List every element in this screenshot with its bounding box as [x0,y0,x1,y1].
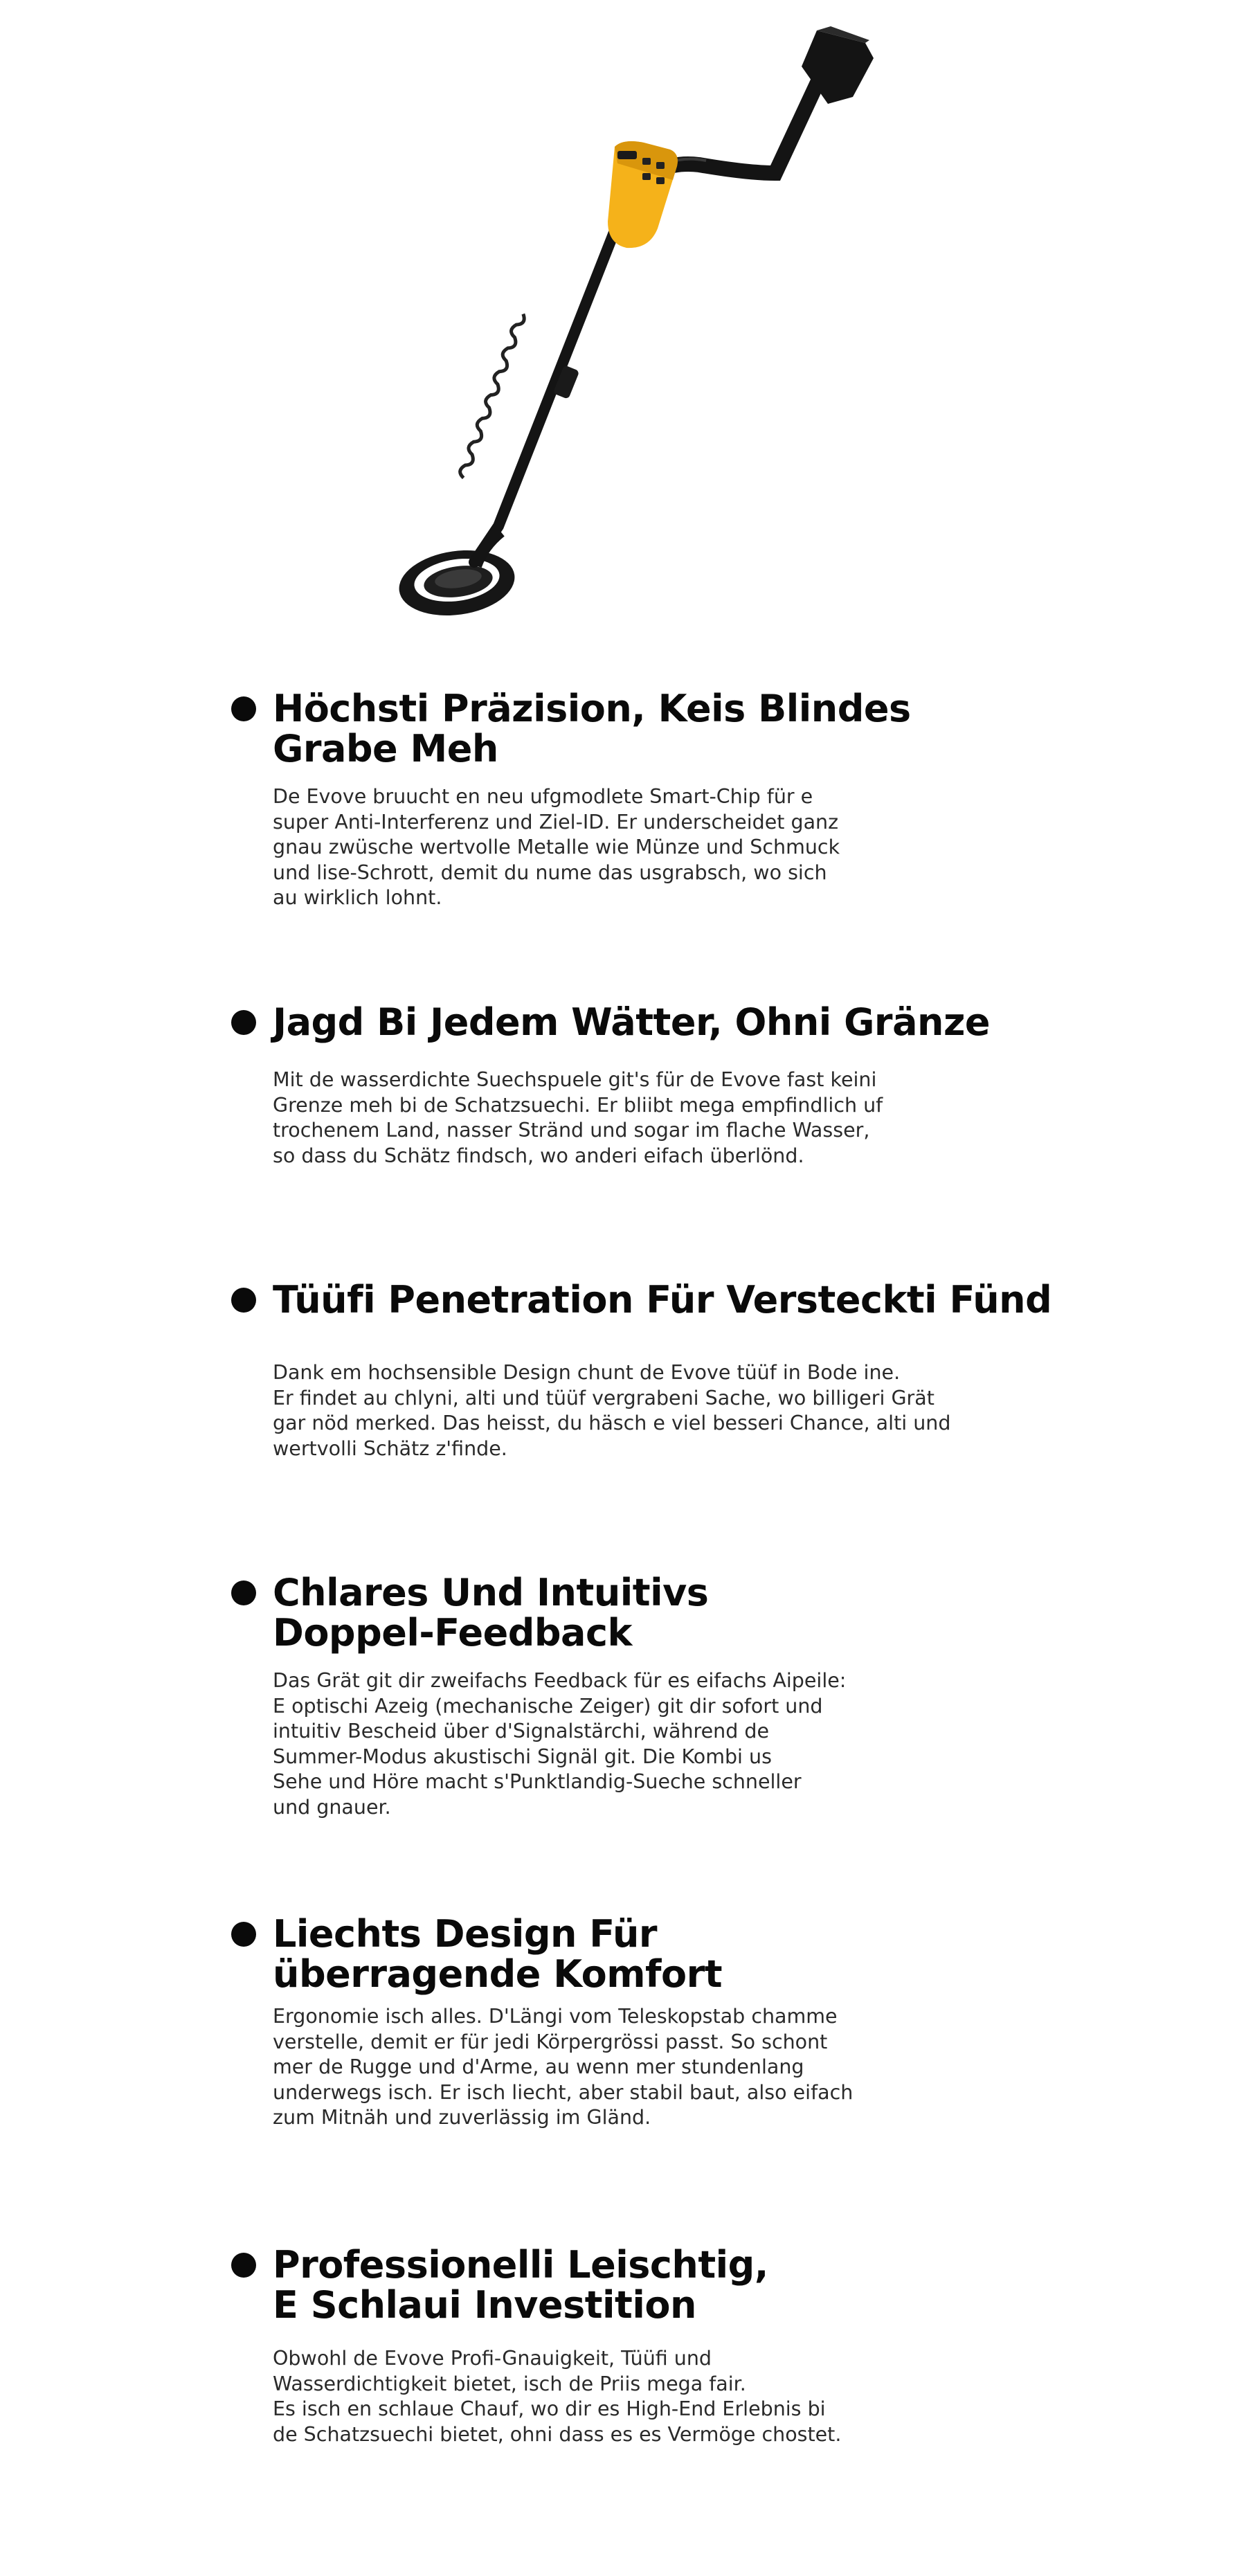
feature-body: Das Grät git dir zweifachs Feedback für es eifachs Aipeile: E optischi Azeig (mechanische Zeiger) git dir sofort und intuitiv Bescheid über d'Signalstärchi, während de Summer-Modus akustischi Signäl git. Die Kombi us Sehe und Höre macht s'Punktlandig-Sueche schneller und gnauer. [273,1669,847,1819]
feature-body: Obwohl de Evove Profi-Gnauigkeit, Tüüfi und Wasserdichtigkeit bietet, isch de Priis mega fair. Es isch en schlaue Chauf, wo dir es High-End Erlebnis bi de Schatzsuechi bietet, ohni dass es es Vermöge chostet. [273,2347,842,2446]
feature-dual-feedback [231,1573,1062,1820]
control-box-icon [608,141,678,248]
bullet-icon [231,1580,256,1605]
feature-precision [231,689,1062,911]
feature-title: Jagd Bi Jedem Wätter, Ohni Gränze [273,1000,990,1044]
metal-detector-icon [360,14,886,637]
feature-title: Chlares Und Intuitivs Doppel-Feedback [273,1571,709,1655]
feature-lightweight-design [231,1914,1062,2131]
feature-body: Ergonomie isch alles. D'Längi vom Teleskopstab chamme verstelle, demit er für jedi Körpergrössi passt. So schont mer de Rugge und d'Arme, au wenn mer stundenlang underwegs isch. Er isch liecht, aber stabil baut, also eifach zum Mitnäh und zuverlässig im Gländ. [273,2005,854,2129]
feature-professional-performance [231,2245,1062,2447]
feature-body: De Evove bruucht en neu ufgmodlete Smart-Chip für e super Anti-Interferenz und Ziel-ID. Er underscheidet ganz gnau zwüsche wertvolle Metalle wie Münze und Schmuck und lise-Schrott, demit du nume das usgrabsch, wo sich au wirklich lohnt. [273,785,840,909]
feature-all-weather [231,1002,1062,1169]
feature-body: Dank em hochsensible Design chunt de Evove tüüf in Bode ine. Er findet au chlyni, alti und tüüf vergrabeni Sache, wo billigeri Grät gar nöd merked. Das heisst, du häsch e viel besseri Chance, alti und wertvolli Schätz z'finde. [273,1361,951,1460]
feature-title: Professionelli Leischtig, E Schlaui Investition [273,2243,768,2327]
bullet-icon [231,1922,256,1947]
feature-title: Höchsti Präzision, Keis Blindes Grabe Meh [273,687,911,771]
feature-deep-penetration [231,1280,1062,1461]
feature-title: Liechts Design Für überragende Komfort [273,1912,723,1996]
bullet-icon [231,696,256,721]
feature-title: Tüüfi Penetration Für Versteckti Fünd [273,1278,1052,1322]
bullet-icon [231,1288,256,1313]
search-coil-icon [395,543,518,622]
bullet-icon [231,2253,256,2278]
bullet-icon [231,1010,256,1035]
feature-body: Mit de wasserdichte Suechspuele git's für de Evove fast keini Grenze meh bi de Schatzsuechi. Er bliibt mega empfindlich uf trochenem Land, nasser Stränd und sogar im flache Wasser, so dass du Schätz findsch, wo anderi eifach überlönd. [273,1068,883,1167]
